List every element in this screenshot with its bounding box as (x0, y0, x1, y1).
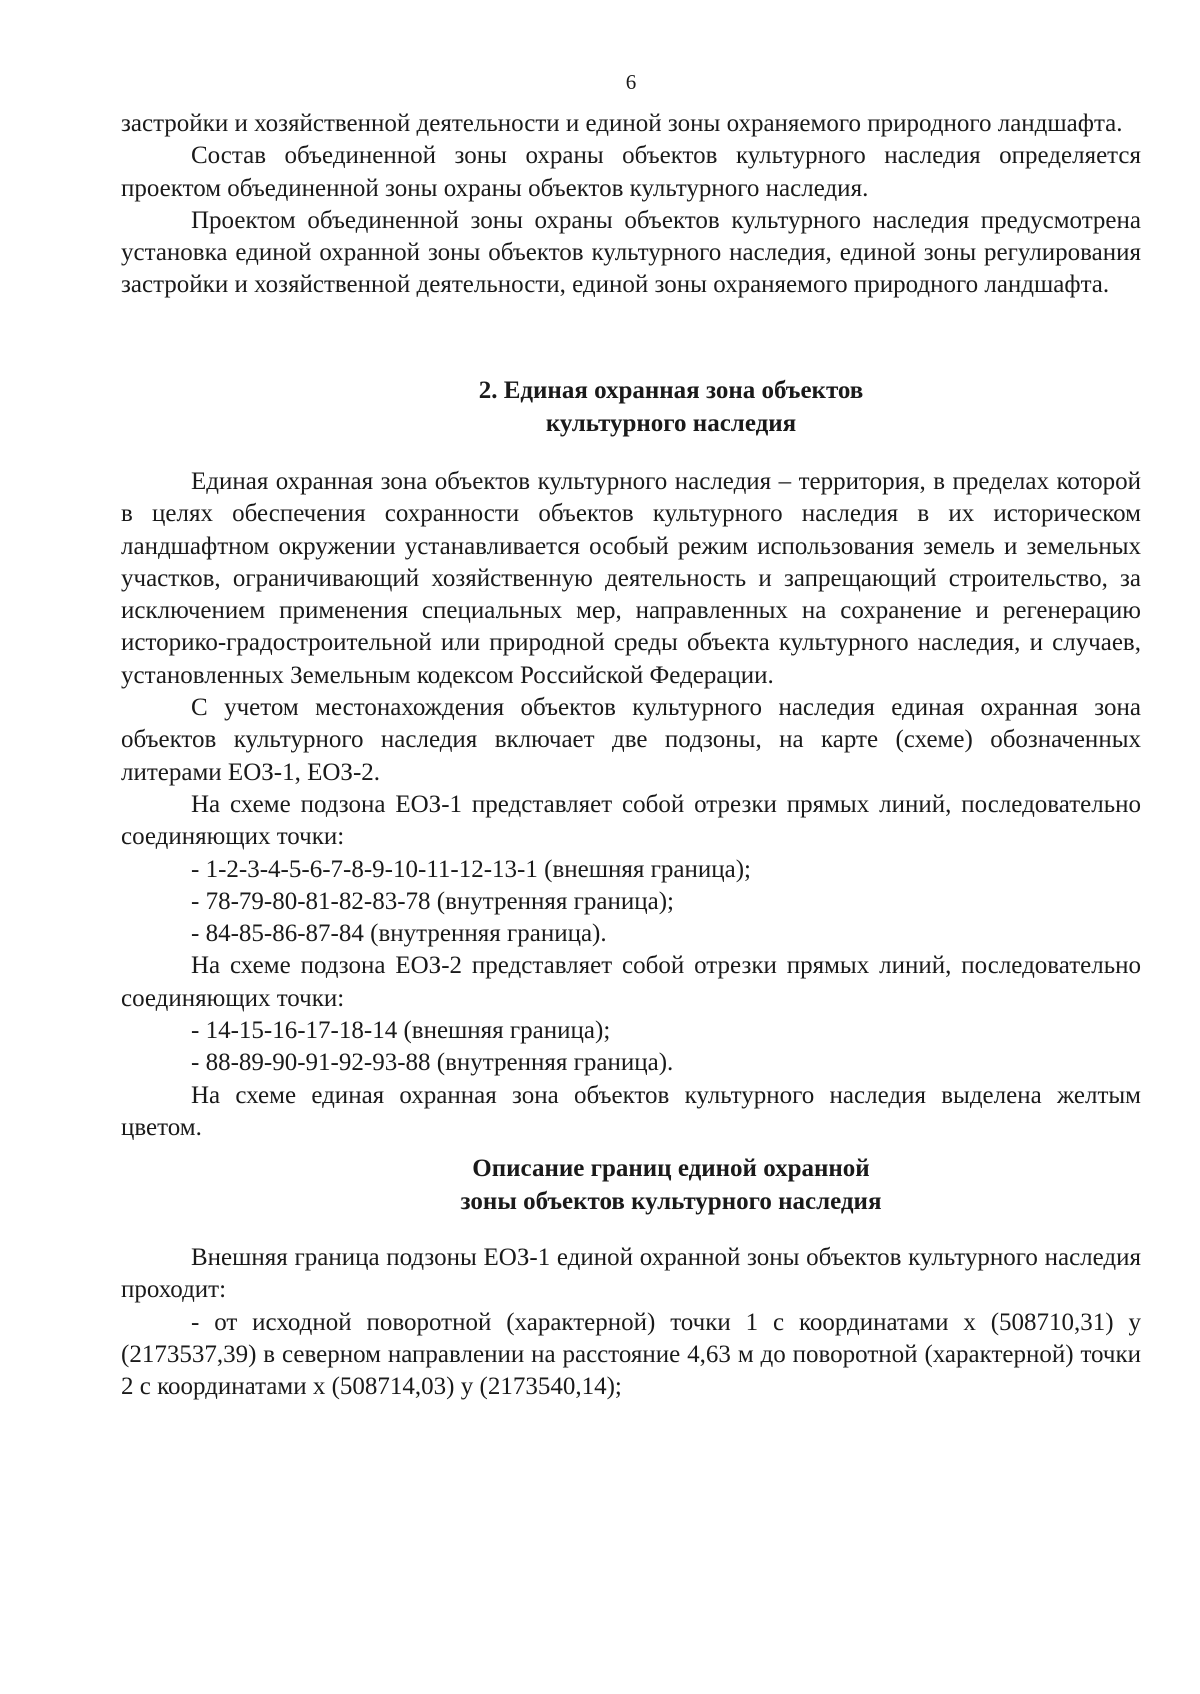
section-2-paragraph-1: Единая охранная зона объектов культурного наследия – территория, в пределах которой в целях обеспечения сохранности объектов культурного наследия в их историческом ландшафтном окружении устанавливается особый режим использования земель и земельных участков, ограничивающий хозяйственную деятельность и запрещающий строительство, за исключением применения специальных мер, направленных на сохранение и регенерацию историко-градостроительной или природной среды объекта культурного наследия, и случаев, установленных Земельным кодексом Российской Федерации. (121, 468, 1141, 689)
boundaries-heading-line-2: зоны объектов культурного наследия (460, 1188, 882, 1215)
page-number: 6 (625, 70, 637, 94)
section-2-heading-line-1: 2. Единая охранная зона объектов (478, 377, 864, 404)
section-2-heading (121, 374, 1200, 440)
eoz1-list-item: - 78-79-80-81-82-83-78 (внутренняя граница); (191, 887, 674, 915)
eoz2-list-item: - 14-15-16-17-18-14 (внешняя граница); (191, 1017, 611, 1045)
section-2-heading-line-2: культурного наследия (545, 410, 797, 437)
boundaries-paragraph-2: - от исходной поворотной (характерной) точки 1 с координатами х (508710,31) у (2173537,39) в северном направлении на расстояние 4,63 м до поворотной (характерной) точки 2 с координатами х (508714,03) у (2173540,14); (121, 1308, 1141, 1401)
boundaries-heading-line-1: Описание границ единой охранной (472, 1155, 870, 1182)
boundaries-text (121, 1242, 1141, 1403)
intro-paragraph-3: Проектом объединенной зоны охраны объектов культурного наследия предусмотрена установка единой охранной зоны объектов культурного наследия, единой зоны регулирования застройки и хозяйственной деятельности, единой зоны охраняемого природного ландшафта. (121, 206, 1141, 299)
eoz2-list-item: - 88-89-90-91-92-93-88 (внутренняя граница). (191, 1049, 674, 1077)
boundaries-paragraph-1: Внешняя граница подзоны ЕОЗ-1 единой охранной зоны объектов культурного наследия проходит: (121, 1244, 1141, 1304)
section-2-paragraph-3: На схеме подзона ЕОЗ-1 представляет собой отрезки прямых линий, последовательно соединяющих точки: (121, 790, 1141, 851)
boundaries-heading (121, 1152, 1200, 1218)
section-2-text (121, 466, 1141, 1144)
intro-paragraph-2: Состав объединенной зоны охраны объектов культурного наследия определяется проектом объединенной зоны охраны объектов культурного наследия. (121, 142, 1141, 202)
eoz1-list-item: - 1-2-3-4-5-6-7-8-9-10-11-12-13-1 (внешняя граница); (191, 855, 751, 883)
intro-paragraph-1: застройки и хозяйственной деятельности и единой зоны охраняемого природного ландшафта. (121, 110, 1123, 137)
section-2-paragraph-5: На схеме единая охранная зона объектов культурного наследия выделена желтым цветом. (121, 1081, 1141, 1141)
section-2-paragraph-2: С учетом местонахождения объектов культурного наследия единая охранная зона объектов культурного наследия включает две подзоны, на карте (схеме) обозначенных литерами ЕОЗ-1, ЕОЗ-2. (121, 694, 1141, 786)
section-2-paragraph-4: На схеме подзона ЕОЗ-2 представляет собой отрезки прямых линий, последовательно соединяющих точки: (121, 952, 1141, 1012)
eoz1-list-item: - 84-85-86-87-84 (внутренняя граница). (191, 920, 607, 948)
intro-text (121, 108, 1141, 302)
